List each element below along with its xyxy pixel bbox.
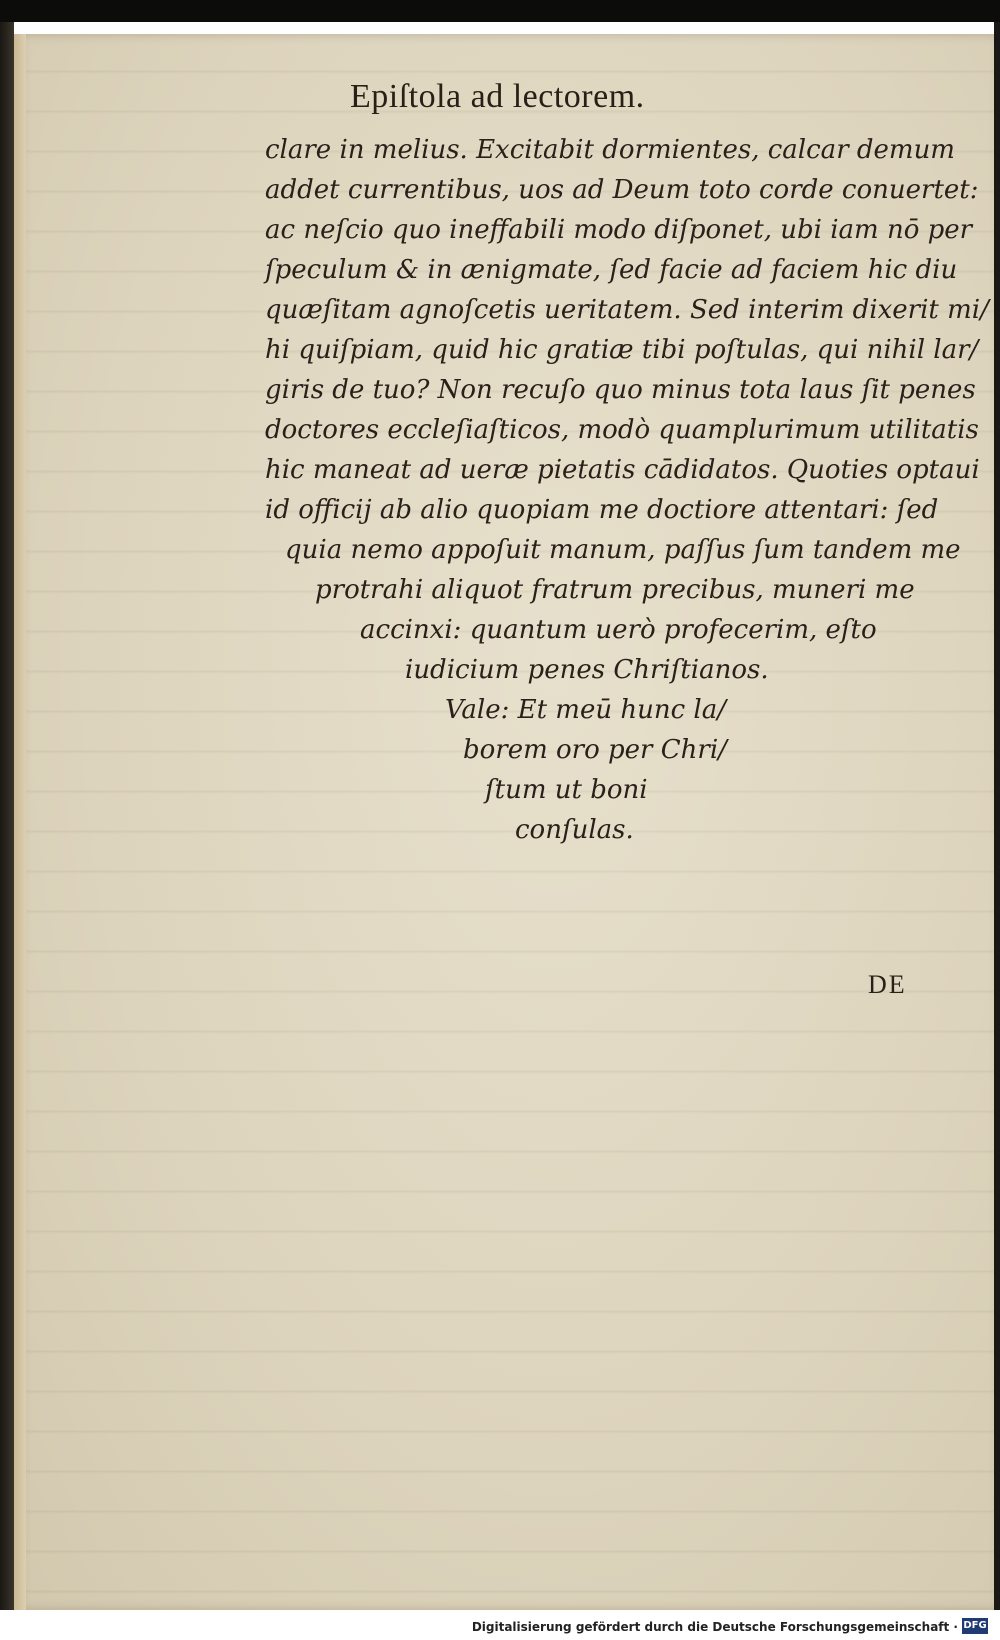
letter-text-block — [265, 130, 989, 850]
text-line: ac neſcio quo ineffabili modo diſponet, ubi iam nō per — [265, 215, 973, 245]
text-line: addet currentibus, uos ad Deum toto corde conuertet: — [265, 175, 979, 205]
catchword: DE — [868, 970, 907, 999]
text-line: hi quiſpiam, quid hic gratiæ tibi poſtulas, qui nihil lar/ — [265, 335, 979, 365]
text-line: id officij ab alio quopiam me doctiore attentari: ſed — [265, 495, 939, 525]
text-line: quæſitam agnoſcetis ueritatem. Sed interim dixerit mi/ — [265, 295, 989, 325]
text-line: borem oro per Chri/ — [463, 735, 727, 765]
text-line: ſtum ut boni — [485, 775, 648, 805]
funding-credit: Digitalisierung gefördert durch die Deutsche Forschungsgemeinschaft · — [471, 1620, 958, 1634]
page-header: Epiſtola ad lectorem. — [350, 78, 645, 115]
text-line: giris de tuo? Non recuſo quo minus tota laus ſit penes — [265, 375, 976, 405]
scan-top-border — [0, 0, 1000, 22]
text-line: quia nemo appoſuit manum, paſſus ſum tandem me — [285, 535, 961, 565]
scan-right-border — [994, 22, 1000, 1612]
text-line: clare in melius. Excitabit dormientes, calcar demum — [265, 135, 955, 165]
dfg-logo-icon: DFG — [962, 1618, 988, 1634]
text-line: accinxi: quantum uerò profecerim, eſto — [360, 615, 877, 645]
text-line: protrahi aliquot fratrum precibus, muneri me — [315, 575, 915, 605]
text-line: Vale: Et meū hunc la/ — [445, 695, 726, 725]
page-gutter-edge — [14, 34, 26, 1610]
text-line: ſpeculum & in ænigmate, ſed facie ad faciem hic diu — [265, 255, 958, 285]
text-line: iudicium penes Chriſtianos. — [405, 655, 769, 685]
text-line: conſulas. — [515, 815, 634, 845]
scan-left-border — [0, 22, 14, 1612]
text-line: doctores eccleſiaſticos, modò quamplurimum utilitatis — [265, 415, 979, 445]
text-line: hic maneat ad ueræ pietatis cādidatos. Quoties optaui — [265, 455, 980, 485]
